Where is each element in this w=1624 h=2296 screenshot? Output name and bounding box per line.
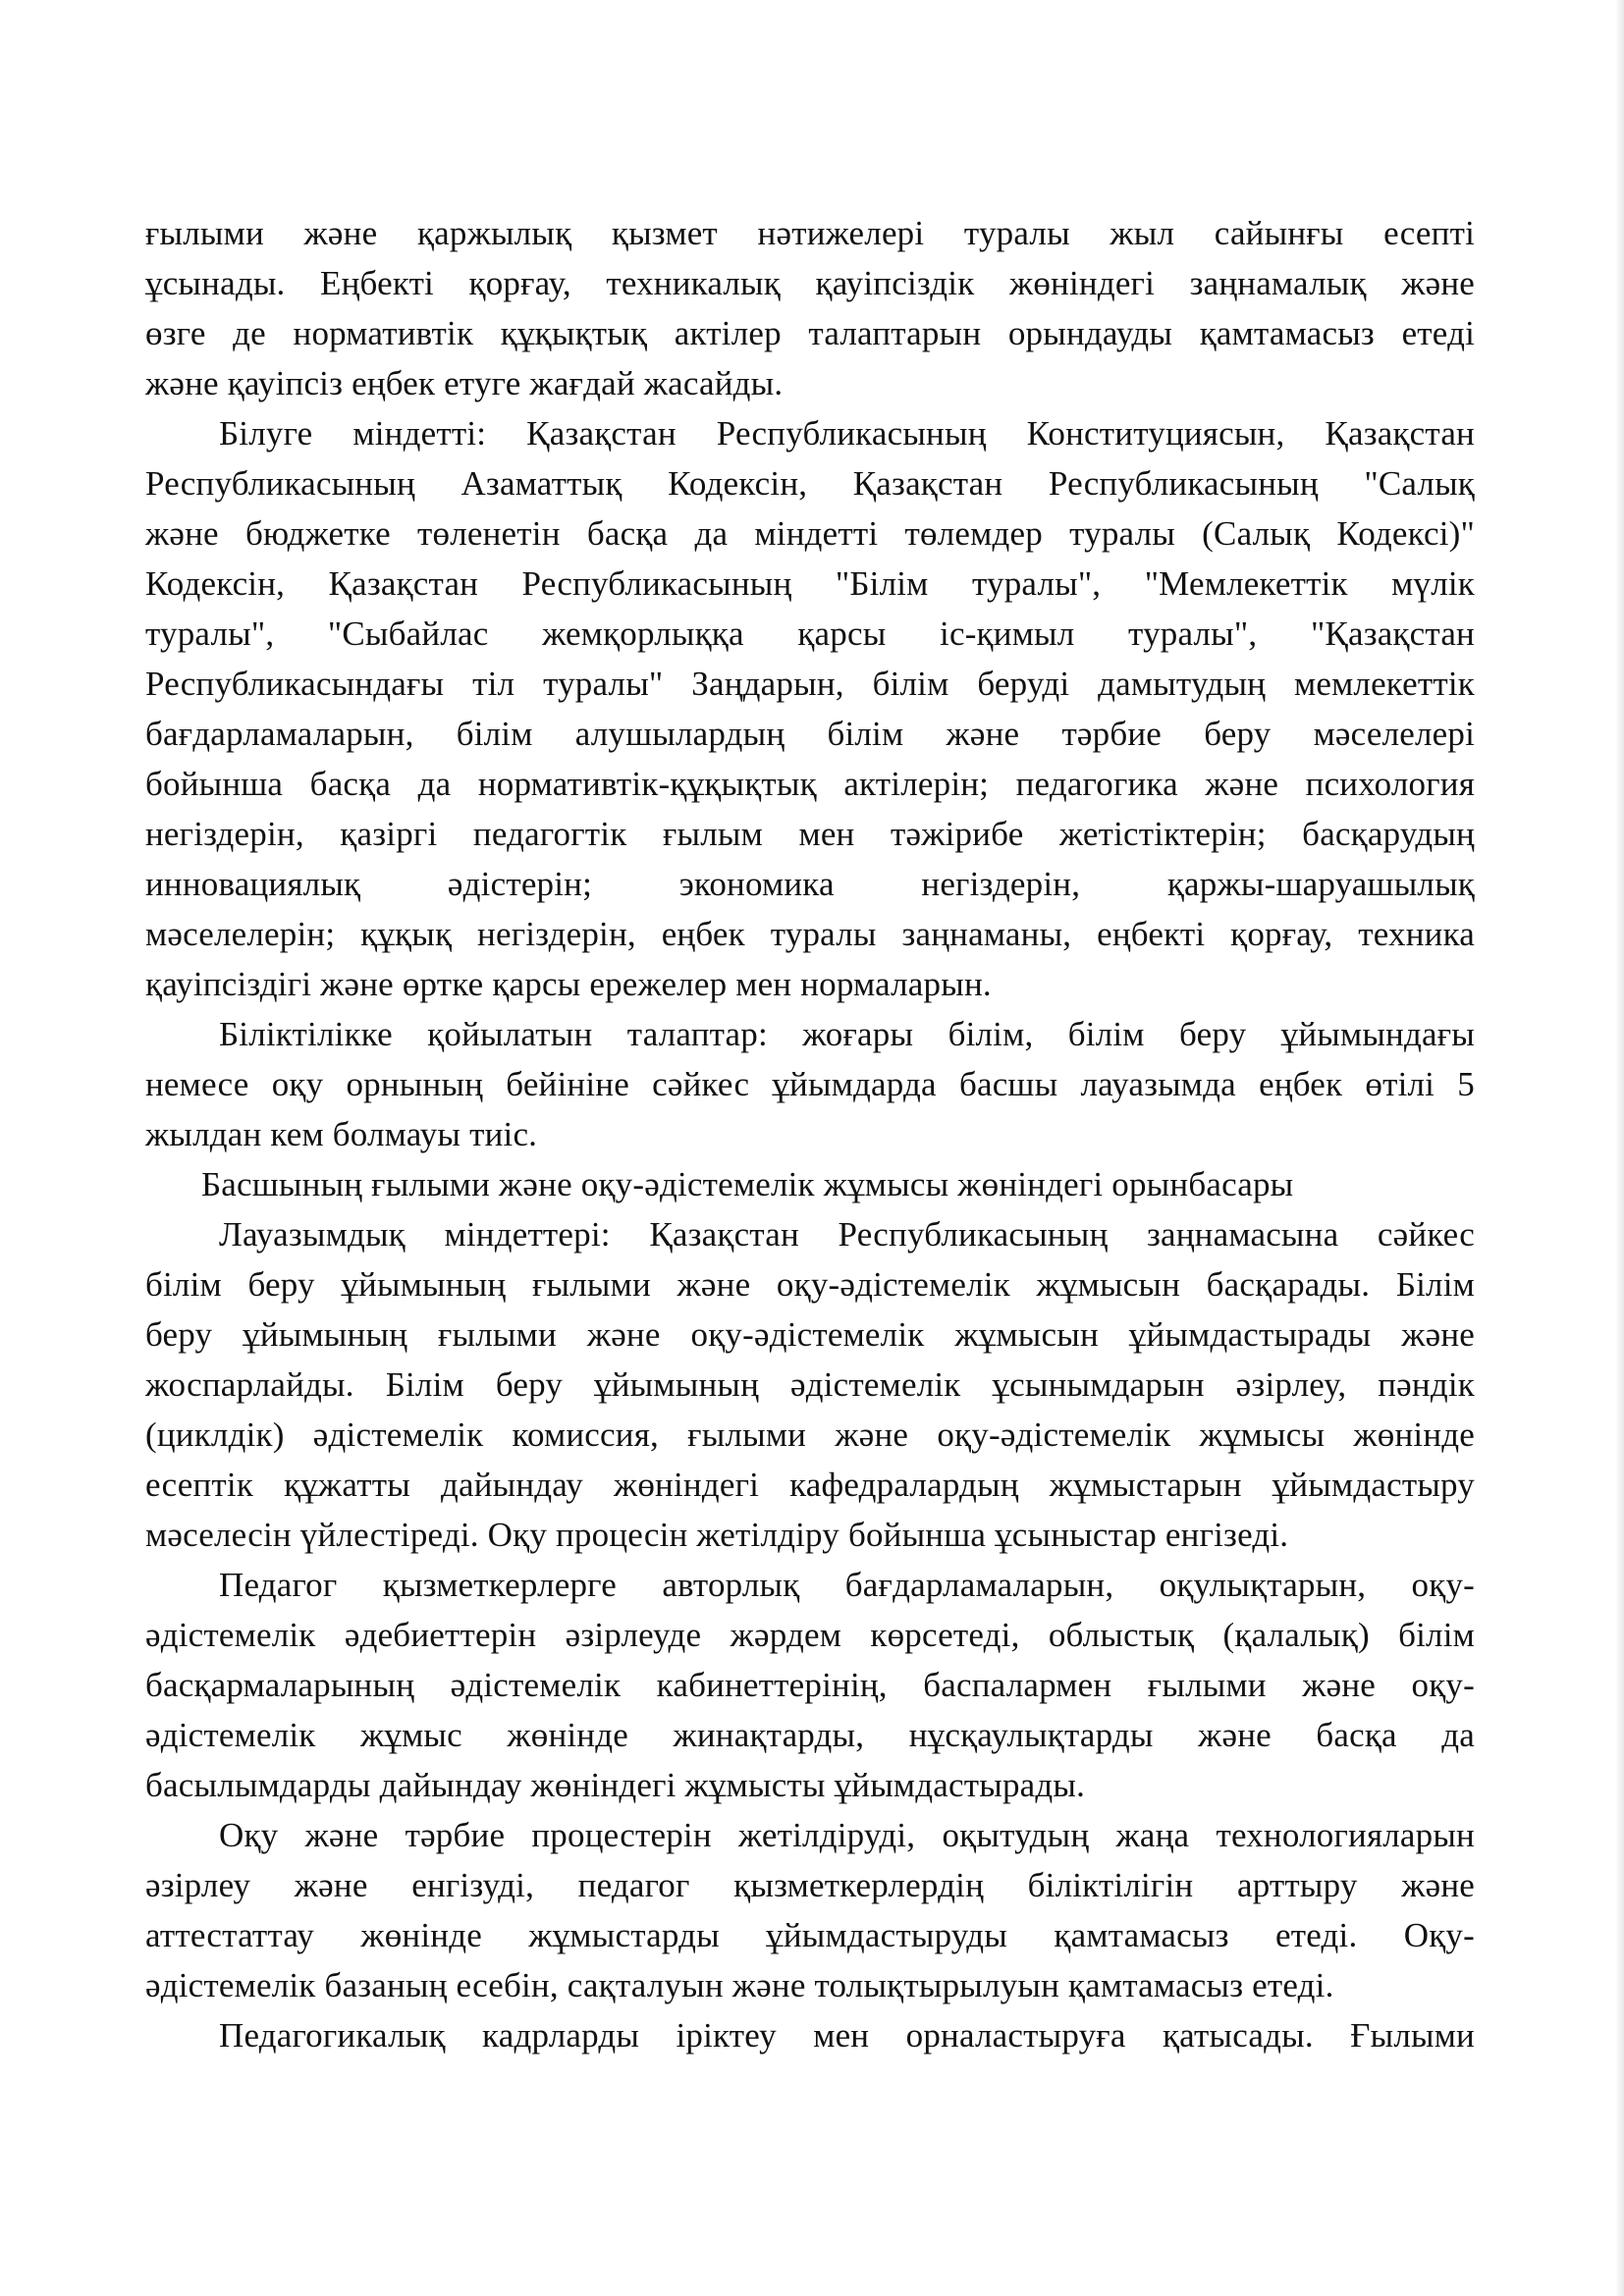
paragraph [145,1810,1475,2010]
text-line: Лауазымдық міндеттері: Қазақстан Республикасының заңнамасына сәйкес [219,1215,1475,1254]
text-line: инновациялық әдістерін; экономика негіздерін, қаржы-шаруашылық [145,865,1475,903]
text-line: ұсынады. Еңбекті қорғау, техникалық қауіпсіздік жөніндегі заңнамалық және [145,264,1475,302]
text-line: және қауіпсіз еңбек етуге жағдай жасайды. [145,364,784,402]
text-line: білім беру ұйымының ғылыми және оқу-әдістемелік жұмысын басқарады. Білім [145,1265,1475,1304]
paragraph [145,208,1475,408]
text-line: Педагог қызметкерлерге авторлық бағдарламаларын, оқулықтарын, оқу- [219,1566,1475,1604]
text-line: әдістемелік әдебиеттерін әзірлеуде жәрдем көрсетеді, облыстық (қалалық) білім [145,1616,1475,1654]
heading-text-line: Басшының ғылыми және оқу-әдістемелік жұмысы жөніндегі орынбасары [201,1165,1294,1203]
text-line: басылымдарды дайындау жөніндегі жұмысты ұйымдастырады. [145,1766,1086,1804]
document-text-block [145,208,1475,2060]
paragraph [145,1560,1475,1810]
text-line: Оқу және тәрбие процестерін жетілдіруді, оқытудың жаңа технологияларын [219,1816,1475,1854]
text-line: Білуге міндетті: Қазақстан Республикасының Конституциясын, Қазақстан [219,414,1475,453]
text-line: және бюджетке төленетін басқа да міндетті төлемдер туралы (Салық Кодексі)" [145,514,1475,553]
text-line: туралы", "Сыбайлас жемқорлыққа қарсы іс-қимыл туралы", "Қазақстан [145,614,1475,653]
text-line: ғылыми және қаржылық қызмет нәтижелері туралы жыл сайынғы есепті [145,214,1475,252]
text-line: мәселесін үйлестіреді. Оқу процесін жетілдіру бойынша ұсыныстар енгізеді. [145,1516,1289,1554]
text-line: Республикасының Азаматтық Кодексін, Қазақстан Республикасының "Салық [145,464,1475,503]
text-line: Республикасындағы тіл туралы" Заңдарын, білім беруді дамытудың мемлекеттік [145,665,1475,703]
text-line: мәселелерін; құқық негіздерін, еңбек туралы заңнаманы, еңбекті қорғау, техника [145,915,1475,953]
text-line: бойынша басқа да нормативтік-құқықтық актілерін; педагогика және психология [145,765,1475,803]
text-line: (циклдік) әдістемелік комиссия, ғылыми және оқу-әдістемелік жұмысы жөнінде [145,1415,1475,1454]
text-line: Кодексін, Қазақстан Республикасының "Білім туралы", "Мемлекеттік мүлік [145,564,1475,603]
text-line: әзірлеу және енгізуді, педагог қызметкерлердің біліктілігін арттыру және [145,1866,1475,1904]
text-line: немесе оқу орнының бейініне сәйкес ұйымдарда басшы лауазымда еңбек өтілі 5 [145,1065,1475,1103]
text-line: басқармаларының әдістемелік кабинеттерінің, баспалармен ғылыми және оқу- [145,1666,1475,1704]
paragraph [145,1009,1475,1159]
text-line: есептік құжатты дайындау жөніндегі кафедралардың жұмыстарын ұйымдастыру [145,1466,1475,1504]
paragraph [145,1209,1475,1560]
text-line: жылдан кем болмауы тиіс. [145,1115,538,1153]
text-line: Педагогикалық кадрларды іріктеу мен орналастыруға қатысады. Ғылыми [219,2016,1475,2055]
text-line: қауіпсіздігі және өртке қарсы ережелер мен нормаларын. [145,965,992,1003]
paragraph [145,2010,1475,2060]
text-line: жоспарлайды. Білім беру ұйымының әдістемелік ұсынымдарын әзірлеу, пәндік [145,1365,1475,1404]
text-line: аттестаттау жөнінде жұмыстарды ұйымдастыруды қамтамасыз етеді. Оқу- [145,1916,1475,1954]
text-line: өзге де нормативтік құқықтық актілер талаптарын орындауды қамтамасыз етеді [145,314,1475,352]
text-line: әдістемелік жұмыс жөнінде жинақтарды, нұсқаулықтарды және басқа да [145,1716,1475,1754]
text-line: негіздерін, қазіргі педагогтік ғылым мен тәжірибе жетістіктерін; басқарудың [145,815,1475,853]
text-line: Біліктілікке қойылатын талаптар: жоғары білім, білім беру ұйымындағы [219,1015,1475,1053]
text-line: беру ұйымының ғылыми және оқу-әдістемелік жұмысын ұйымдастырады және [145,1315,1475,1354]
paragraph [145,408,1475,1009]
text-line: бағдарламаларын, білім алушылардың білім және тәрбие беру мәселелері [145,715,1475,753]
section-heading [145,1159,1475,1209]
text-line: әдістемелік базаның есебін, сақталуын және толықтырылуын қамтамасыз етеді. [145,1966,1334,2004]
